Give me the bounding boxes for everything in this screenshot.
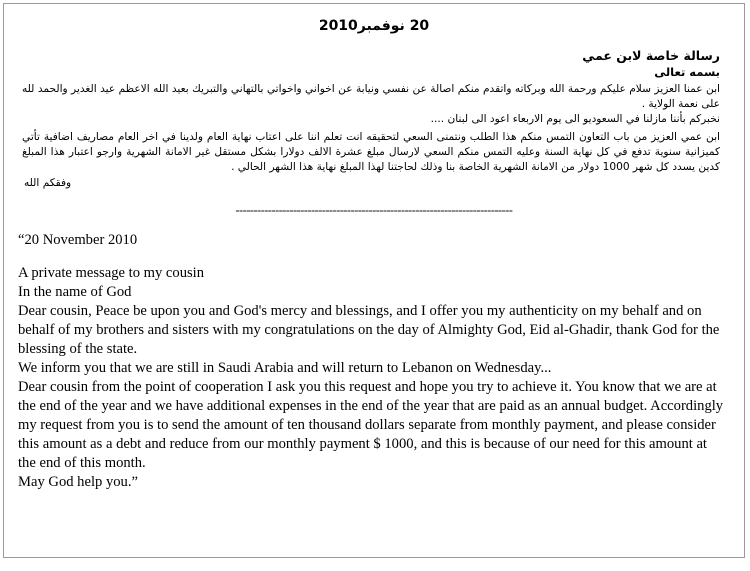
english-closing: May God help you.” xyxy=(18,473,138,490)
english-title-line: A private message to my cousin xyxy=(18,265,205,282)
arabic-paragraph-1: ابن عمنا العزيز سلام عليكم ورحمة الله وبركاته واتقدم منكم اصالة عن نفسي ونيابة عن اخواني واخواتي بالتهاني والتبريك بعيد الله الاعظم عيد الغدير والحمد لله على نعمة الولاية . xyxy=(22,83,720,111)
english-paragraph-2: We inform you that we are still in Saudi Arabia and will return to Lebanon on Wednesday... xyxy=(18,360,552,377)
arabic-closing: وفقكم الله xyxy=(24,177,72,190)
english-date-line: “20 November 2010 xyxy=(18,232,138,249)
section-divider xyxy=(4,203,744,217)
divider-dashes: ----------------------------------------------------------------------------- xyxy=(235,203,513,218)
document-page xyxy=(3,3,745,558)
english-paragraph-1: Dear cousin, Peace be upon you and God's mercy and blessings, and I offer you my authenticity on my behalf and on behalf of my brothers and sisters with my congratulations on the day of Almighty God, Eid al-Ghadir, thank God for the blessing of the state. xyxy=(18,303,720,358)
arabic-section xyxy=(4,48,744,191)
arabic-title: رسالة خاصة لابن عمي xyxy=(582,48,720,63)
arabic-subtitle: بسمه تعالى xyxy=(654,64,720,79)
english-spacer xyxy=(18,250,728,264)
english-section xyxy=(4,231,744,492)
document-page-content xyxy=(4,18,744,571)
arabic-date-heading: 20 نوفمبر2010 xyxy=(318,18,430,34)
english-basmala-line: In the name of God xyxy=(18,284,132,301)
arabic-paragraph-2: نخبركم بأننا مازلنا في السعوديو الى يوم الاربعاء اعود الى لبنان .... xyxy=(430,113,720,126)
english-paragraph-3: Dear cousin from the point of cooperation I ask you this request and hope you try to achieve it. You know that we are at the end of the year and we have additional expenses in the end of the year that are paid as an annual budget. Accordingly my request from you is to send the amount of ten thousand dollars separate from monthly payment, and please consider this amount as a debt and reduce from our monthly payment $ 1000, and this is because of our need for this amount at the end of this month. xyxy=(18,379,724,471)
arabic-paragraph-3: ابن عمي العزيز من باب التعاون التمس منكم هذا الطلب ونتمنى السعي لتحقيقه انت تعلم اننا على اعتاب نهاية العام ولدينا في اخر العام مصاريف اضافية تأتي كميزانية سنوية تدفع في كل نهاية السنة وعليه التمس منكم السعي لارسال مبلغ عشرة الالف دولارا بشكل مستقل غير الامانة الشهرية وارجو اعتبار هذا المبلغ كدين يسدد كل شهر 1000 دولار من الامانة الشهرية الخاصة بنا وذلك لحاجتنا لهذا المبلغ نهاية هذا الشهر الحالي . xyxy=(22,131,720,174)
